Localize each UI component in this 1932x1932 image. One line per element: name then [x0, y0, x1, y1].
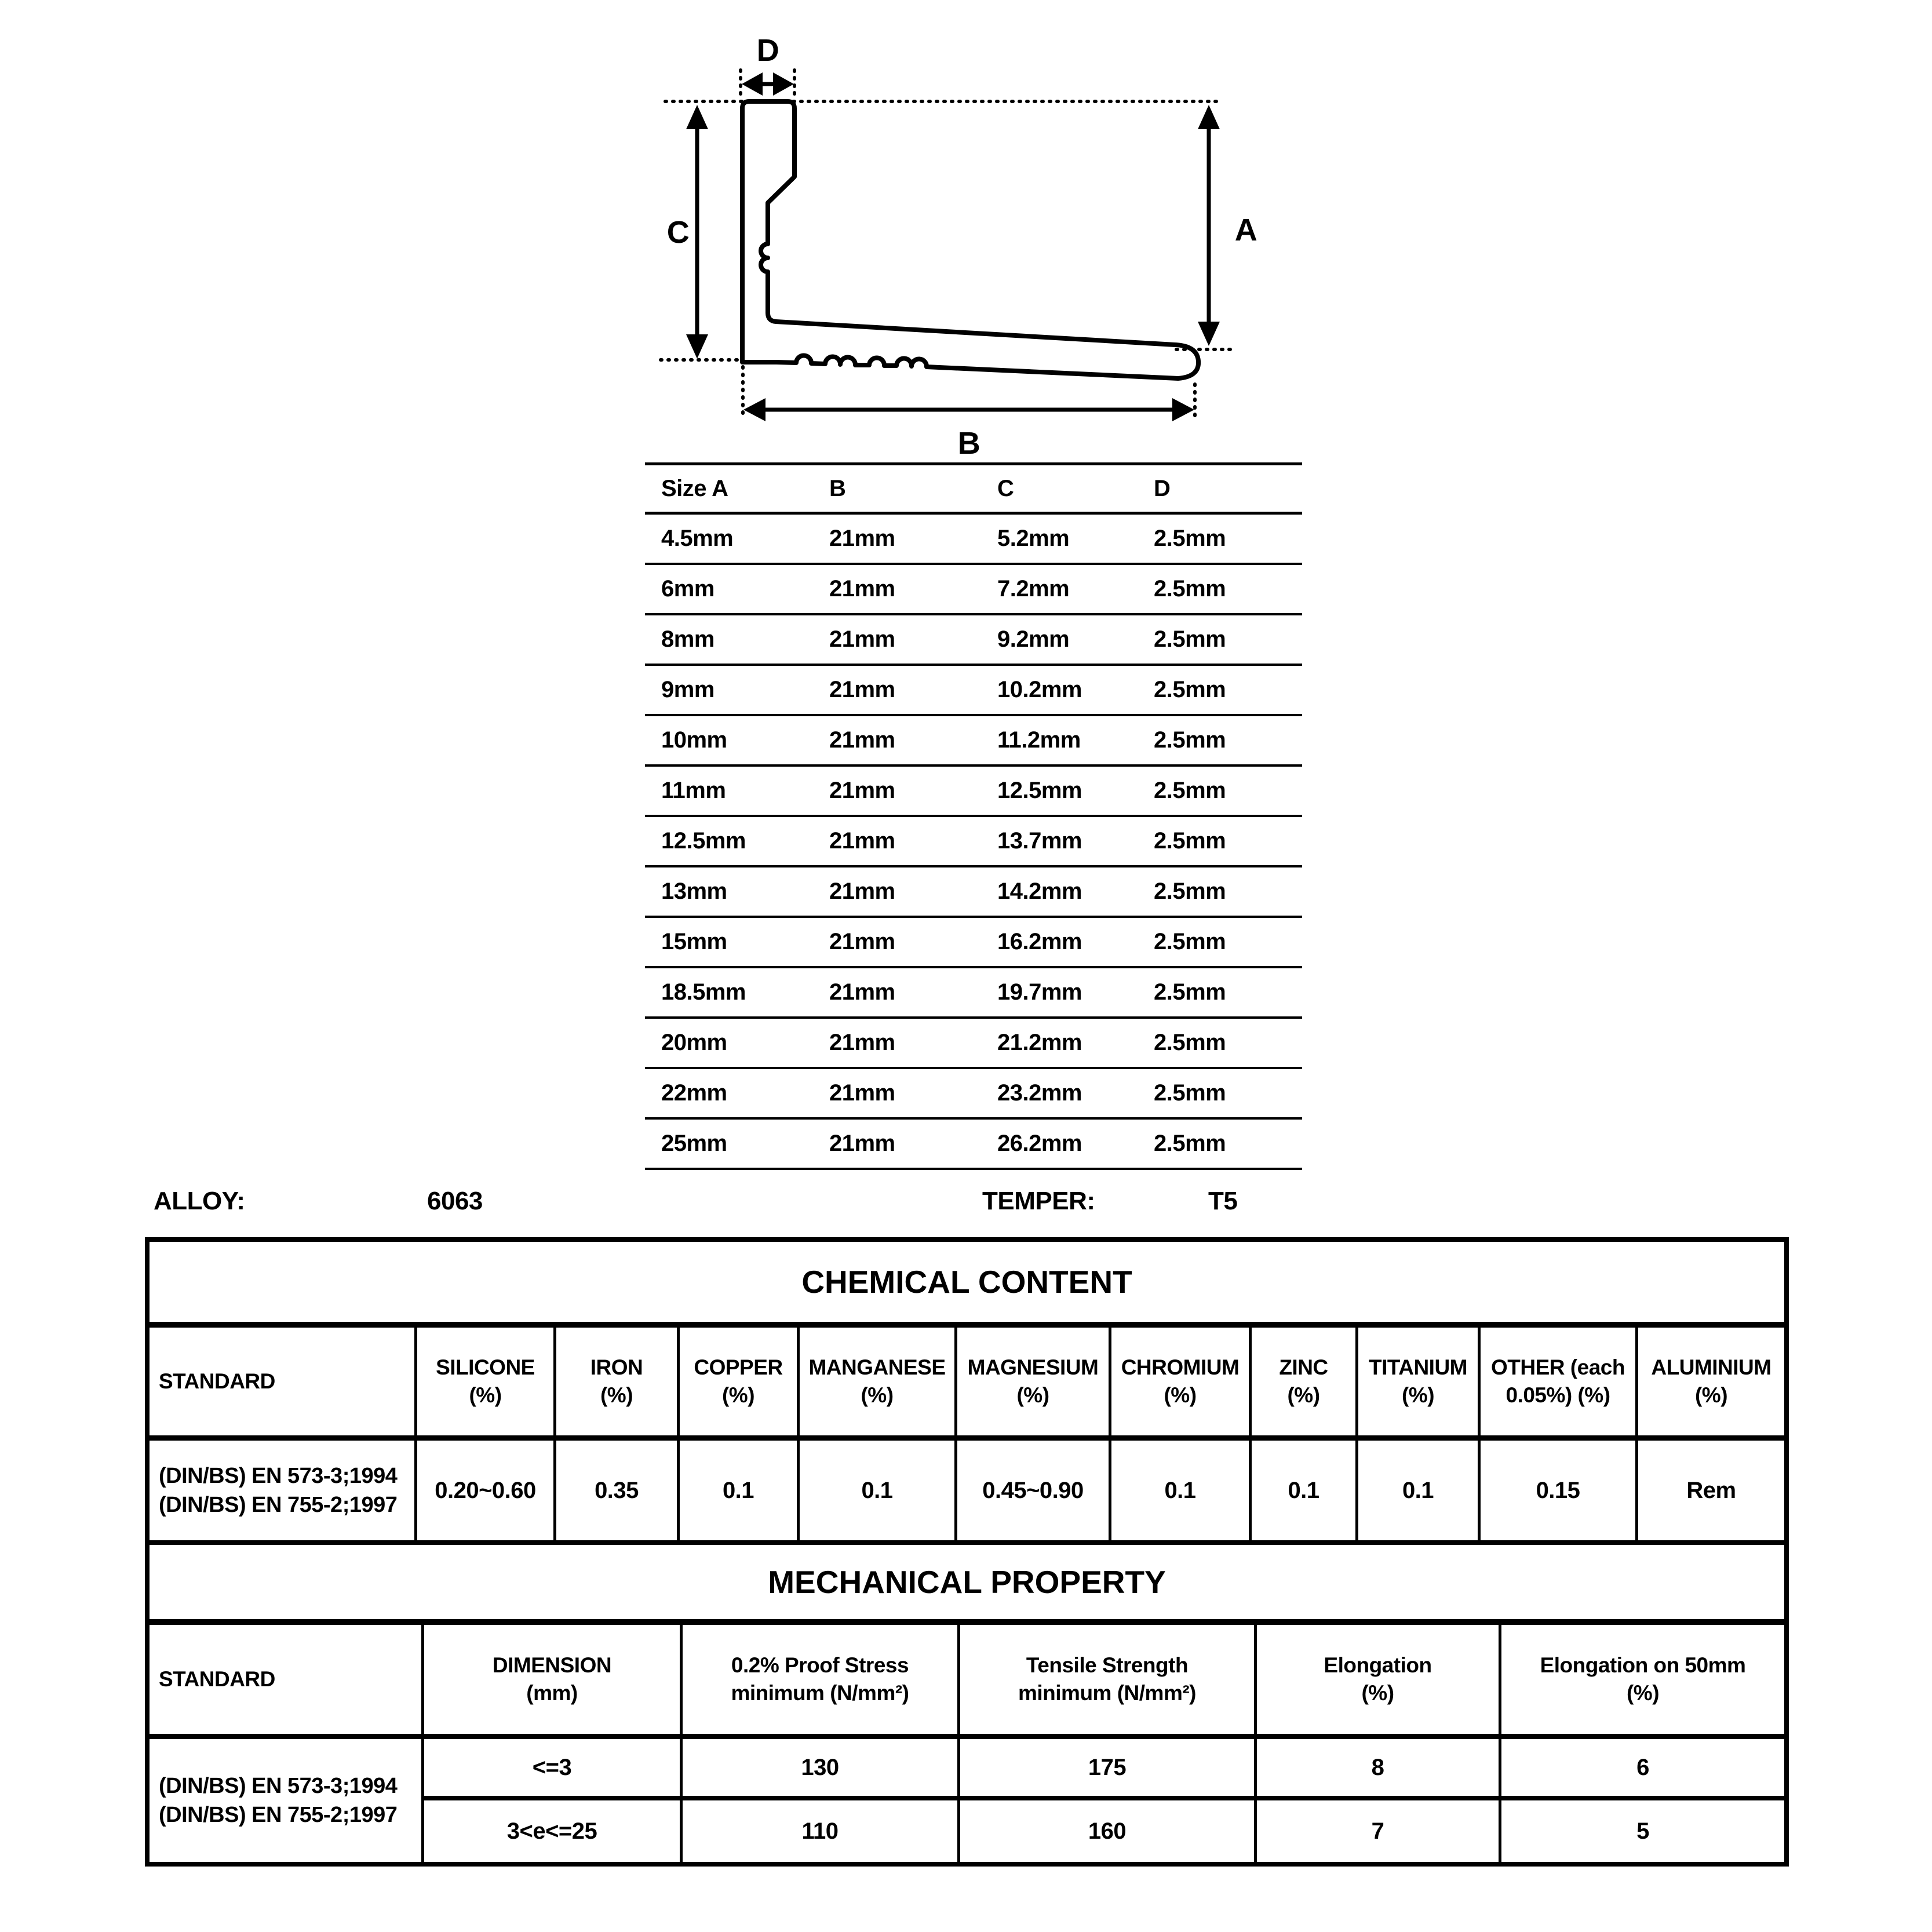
mech-header-0 [150, 1625, 424, 1734]
size-col-header-3: D [1154, 475, 1171, 501]
chem-header-3-line1: COPPER [694, 1355, 783, 1379]
chem-header-8-line1: TITANIUM [1369, 1355, 1467, 1379]
table-row [645, 867, 1302, 918]
chem-header-2-line2: (%) [600, 1383, 633, 1407]
chemical-table-header-row [150, 1328, 1784, 1441]
dim-arrow-d [742, 72, 794, 96]
alloy-value: 6063 [427, 1187, 483, 1215]
alloy-temper-row [145, 1187, 1789, 1222]
mech-header-3 [960, 1625, 1257, 1734]
spec-tables [145, 1237, 1789, 1867]
mech-header-3-line1: Tensile Strength [1026, 1653, 1189, 1677]
table-row [645, 968, 1302, 1019]
dim-arrow-a [1198, 105, 1220, 346]
size-col-header-1: B [829, 475, 846, 501]
mech-header-4 [1257, 1625, 1501, 1734]
chem-header-7-line1: ZINC [1279, 1355, 1328, 1379]
size-cell-r3-c2: 10.2mm [997, 677, 1082, 702]
size-cell-r10-c0: 20mm [661, 1030, 727, 1055]
size-cell-r9-c1: 21mm [829, 979, 895, 1005]
chem-header-6 [1111, 1328, 1252, 1435]
chem-header-7-line2: (%) [1287, 1383, 1320, 1407]
mech-header-5-line1: Elongation on 50mm [1540, 1653, 1746, 1677]
size-cell-r6-c0: 12.5mm [661, 828, 746, 854]
size-cell-r4-c0: 10mm [661, 727, 727, 753]
chem-header-7 [1252, 1328, 1358, 1435]
mech-value-r0-c1: 130 [683, 1739, 960, 1800]
size-cell-r5-c0: 11mm [661, 778, 726, 803]
mech-header-1-line2: (mm) [526, 1681, 578, 1705]
chemical-table-value-row [150, 1441, 1784, 1540]
size-cell-r7-c3: 2.5mm [1154, 878, 1226, 904]
chem-header-9-line1: OTHER (each [1491, 1355, 1625, 1379]
mech-standard-line-0: (DIN/BS) EN 573-3;1994 [159, 1774, 398, 1798]
chemical-table-title: CHEMICAL CONTENT [150, 1242, 1784, 1328]
chem-header-6-line1: CHROMIUM [1121, 1355, 1240, 1379]
chem-header-0 [150, 1328, 417, 1435]
mech-value-r1-c0: 3<e<=25 [424, 1800, 683, 1862]
mech-header-2 [683, 1625, 960, 1734]
chem-header-10 [1638, 1328, 1784, 1435]
chem-header-9-line2: 0.05%) (%) [1505, 1383, 1610, 1407]
table-row [645, 918, 1302, 968]
mechanical-table-header-row [150, 1625, 1784, 1739]
chem-value-6: 0.1 [1252, 1441, 1358, 1540]
size-table-body [645, 515, 1302, 1170]
table-row [645, 716, 1302, 767]
chem-header-1 [417, 1328, 556, 1435]
mech-header-2-line1: 0.2% Proof Stress [731, 1653, 909, 1677]
mech-value-r1-c2: 160 [960, 1800, 1257, 1862]
size-cell-r2-c0: 8mm [661, 626, 715, 652]
size-cell-r12-c1: 21mm [829, 1131, 895, 1156]
size-cell-r0-c3: 2.5mm [1154, 526, 1226, 551]
table-row [645, 1069, 1302, 1120]
dim-label-a: A [1234, 213, 1257, 247]
size-cell-r5-c3: 2.5mm [1154, 778, 1226, 803]
size-cell-r0-c1: 21mm [829, 526, 895, 551]
chem-header-10-line1: ALUMINIUM [1651, 1355, 1771, 1379]
chem-header-1-line2: (%) [469, 1383, 502, 1407]
mech-header-4-line2: (%) [1361, 1681, 1394, 1705]
chem-value-4: 0.45~0.90 [957, 1441, 1111, 1540]
mech-header-0-line1: STANDARD [159, 1667, 275, 1691]
size-cell-r8-c1: 21mm [829, 929, 895, 954]
table-row [645, 1120, 1302, 1170]
size-cell-r12-c0: 25mm [661, 1131, 727, 1156]
size-cell-r1-c0: 6mm [661, 576, 715, 602]
chem-header-4 [800, 1328, 957, 1435]
size-cell-r4-c3: 2.5mm [1154, 727, 1226, 753]
chem-value-3: 0.1 [800, 1441, 957, 1540]
chem-header-4-line2: (%) [861, 1383, 894, 1407]
size-cell-r6-c2: 13.7mm [997, 828, 1082, 854]
size-cell-r3-c1: 21mm [829, 677, 895, 702]
mech-standard-line-1: (DIN/BS) EN 755-2;1997 [159, 1803, 398, 1827]
table-row [645, 515, 1302, 565]
size-cell-r5-c2: 12.5mm [997, 778, 1082, 803]
size-cell-r1-c1: 21mm [829, 576, 895, 602]
size-cell-r0-c2: 5.2mm [997, 526, 1070, 551]
size-cell-r2-c1: 21mm [829, 626, 895, 652]
mech-value-r0-c0: <=3 [424, 1739, 683, 1800]
size-cell-r11-c3: 2.5mm [1154, 1080, 1226, 1106]
table-row [645, 1019, 1302, 1069]
chem-header-2-line1: IRON [590, 1355, 643, 1379]
dim-arrow-c [686, 105, 708, 359]
mech-header-2-line2: minimum (N/mm²) [731, 1681, 909, 1705]
chem-header-2 [556, 1328, 680, 1435]
size-cell-r9-c3: 2.5mm [1154, 979, 1226, 1005]
size-cell-r7-c2: 14.2mm [997, 878, 1082, 904]
size-cell-r9-c2: 19.7mm [997, 979, 1082, 1005]
size-col-header-0: Size A [661, 475, 728, 501]
chem-value-8: 0.15 [1481, 1441, 1638, 1540]
size-cell-r10-c3: 2.5mm [1154, 1030, 1226, 1055]
profile-outline [742, 101, 1198, 378]
mech-value-r0-c3: 8 [1257, 1739, 1501, 1800]
mech-value-r0-c4: 6 [1501, 1739, 1784, 1800]
chem-header-4-line1: MANGANESE [808, 1355, 946, 1379]
mech-header-4-line1: Elongation [1324, 1653, 1432, 1677]
temper-label: TEMPER: [982, 1187, 1095, 1215]
mech-value-r1-c4: 5 [1636, 1818, 1649, 1844]
chem-header-1-line1: SILICONE [436, 1355, 535, 1379]
size-cell-r12-c2: 26.2mm [997, 1131, 1082, 1156]
profile-drawing [625, 3, 1308, 466]
chem-standard-cell [150, 1441, 417, 1540]
size-cell-r2-c3: 2.5mm [1154, 626, 1226, 652]
chem-value-2: 0.1 [680, 1441, 800, 1540]
chem-header-3 [680, 1328, 800, 1435]
size-cell-r12-c3: 2.5mm [1154, 1131, 1226, 1156]
chem-value-5: 0.1 [1111, 1441, 1252, 1540]
chem-value-0: 0.20~0.60 [417, 1441, 556, 1540]
size-cell-r10-c2: 21.2mm [997, 1030, 1082, 1055]
size-table-header [645, 462, 1302, 515]
size-cell-r4-c2: 11.2mm [997, 727, 1081, 753]
mechanical-table-title: MECHANICAL PROPERTY [150, 1545, 1784, 1625]
size-cell-r5-c1: 21mm [829, 778, 895, 803]
chem-header-5-line2: (%) [1016, 1383, 1049, 1407]
size-cell-r4-c1: 21mm [829, 727, 895, 753]
dim-label-b: B [957, 426, 980, 461]
chemical-content-table [145, 1237, 1789, 1545]
alloy-label: ALLOY: [154, 1187, 245, 1215]
table-row [645, 817, 1302, 867]
size-cell-r3-c3: 2.5mm [1154, 677, 1226, 702]
table-row [645, 666, 1302, 716]
size-cell-r8-c0: 15mm [661, 929, 727, 954]
chem-value-9: Rem [1686, 1477, 1736, 1503]
size-cell-r10-c1: 21mm [829, 1030, 895, 1055]
mech-header-1-line1: DIMENSION [492, 1653, 612, 1677]
chem-standard-line-1: (DIN/BS) EN 755-2;1997 [159, 1493, 398, 1517]
mech-standard-cell [150, 1739, 424, 1862]
size-cell-r11-c0: 22mm [661, 1080, 727, 1106]
size-cell-r7-c1: 21mm [829, 878, 895, 904]
size-cell-r11-c2: 23.2mm [997, 1080, 1082, 1106]
dim-arrow-b [743, 398, 1194, 421]
chem-header-10-line2: (%) [1694, 1383, 1728, 1407]
chem-header-0-line1: STANDARD [159, 1369, 275, 1393]
chem-header-5-line1: MAGNESIUM [967, 1355, 1099, 1379]
dim-label-c: C [666, 215, 690, 250]
chem-header-8 [1358, 1328, 1481, 1435]
temper-value: T5 [1208, 1187, 1238, 1215]
chem-standard-line-0: (DIN/BS) EN 573-3;1994 [159, 1464, 398, 1488]
size-cell-r1-c2: 7.2mm [997, 576, 1070, 602]
chem-header-5 [957, 1328, 1111, 1435]
size-cell-r11-c1: 21mm [829, 1080, 895, 1106]
size-cell-r2-c2: 9.2mm [997, 626, 1070, 652]
size-cell-r8-c3: 2.5mm [1154, 929, 1226, 954]
mech-value-r1-c1: 110 [683, 1800, 960, 1862]
chem-header-6-line2: (%) [1164, 1383, 1197, 1407]
mech-header-3-line2: minimum (N/mm²) [1018, 1681, 1196, 1705]
mech-header-1 [424, 1625, 683, 1734]
size-col-header-2: C [997, 475, 1014, 501]
chem-value-7: 0.1 [1358, 1441, 1481, 1540]
mech-header-5 [1501, 1625, 1784, 1734]
mechanical-table-body [150, 1739, 1784, 1862]
size-cell-r8-c2: 16.2mm [997, 929, 1082, 954]
size-cell-r0-c0: 4.5mm [661, 526, 734, 551]
mech-value-r1-c3: 7 [1257, 1800, 1501, 1862]
size-cell-r9-c0: 18.5mm [661, 979, 746, 1005]
mechanical-property-table [145, 1545, 1789, 1867]
chem-header-3-line2: (%) [721, 1383, 755, 1407]
mech-header-5-line2: (%) [1626, 1681, 1660, 1705]
size-cell-r3-c0: 9mm [661, 677, 715, 702]
size-cell-r6-c1: 21mm [829, 828, 895, 854]
dim-label-d: D [756, 33, 779, 68]
chem-header-8-line2: (%) [1401, 1383, 1435, 1407]
table-row [645, 565, 1302, 615]
table-row [645, 615, 1302, 666]
size-table [645, 462, 1302, 1170]
chem-value-1: 0.35 [556, 1441, 680, 1540]
size-cell-r1-c3: 2.5mm [1154, 576, 1226, 602]
chem-header-9 [1481, 1328, 1638, 1435]
size-cell-r6-c3: 2.5mm [1154, 828, 1226, 854]
mech-value-r0-c2: 175 [960, 1739, 1257, 1800]
table-row [645, 767, 1302, 817]
size-cell-r7-c0: 13mm [661, 878, 727, 904]
